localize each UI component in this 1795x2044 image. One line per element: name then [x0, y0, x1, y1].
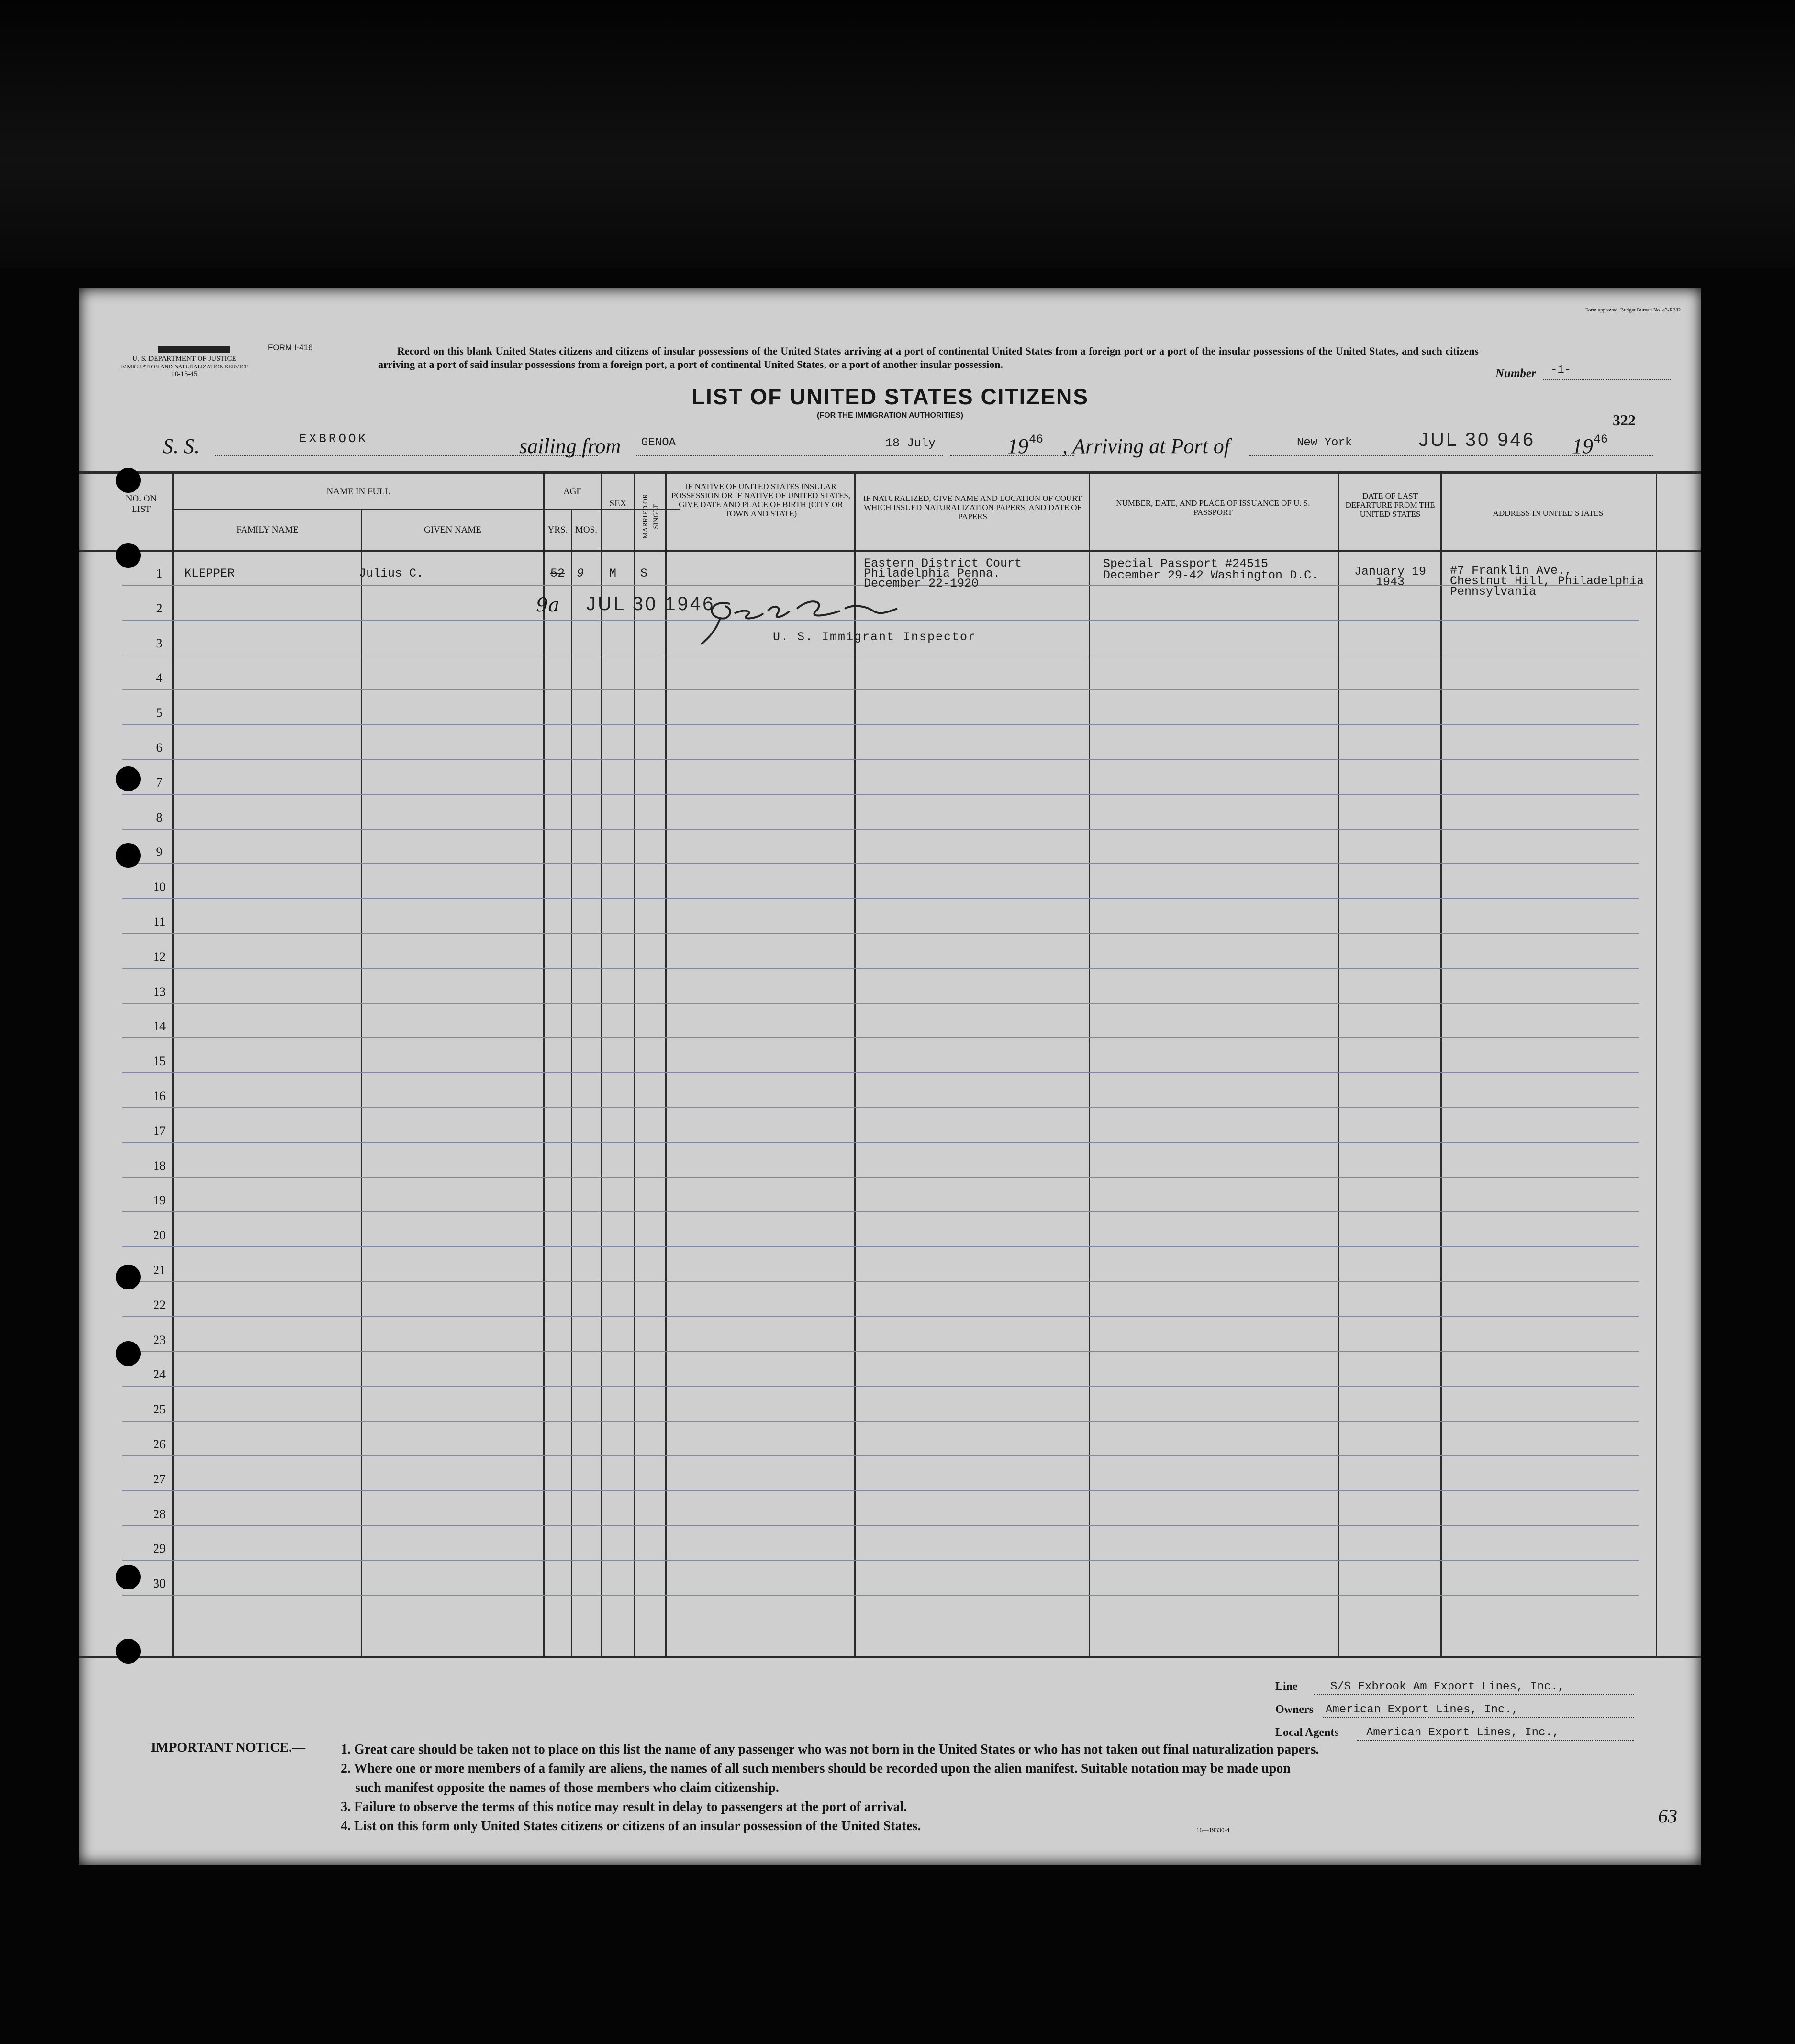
footer-line-label: Line — [1275, 1680, 1298, 1693]
row-rule — [122, 1142, 1639, 1143]
col-header-age: AGE — [563, 487, 582, 497]
row-rule — [122, 933, 1639, 934]
entry-sex: M — [609, 567, 617, 580]
row-rule — [122, 724, 1639, 725]
year-prefix: 19 — [1007, 434, 1028, 458]
row-number: 11 — [153, 915, 166, 929]
punch-hole — [116, 843, 141, 868]
row-rule — [122, 1107, 1639, 1108]
col-rule — [361, 509, 362, 1656]
entry-given-name: Julius C. — [359, 567, 424, 580]
departure-line-2: 1943 — [1375, 575, 1405, 589]
col-header-address: ADDRESS IN UNITED STATES — [1493, 509, 1604, 518]
row-number: 22 — [153, 1298, 166, 1312]
departure-line-1: January 19 — [1354, 565, 1427, 578]
notice-item-2a: 2. Where one or more members of a family are aliens, the names of all such members should be recorded upon the alien manifest. Suitable notation may be made upon — [341, 1761, 1291, 1776]
row-number: 1 — [156, 567, 163, 580]
passport-line-1: Special Passport #24515 — [1103, 557, 1269, 571]
row-number: 25 — [153, 1402, 166, 1417]
notice-item-2b: such manifest opposite the names of those members who claim citizenship. — [355, 1780, 779, 1795]
arriving-label: , Arriving at Port of — [1062, 434, 1230, 458]
row-number: 10 — [153, 880, 166, 894]
court-line-3: December 22-1920 — [864, 577, 979, 590]
notice-item-3: 3. Failure to observe the terms of this notice may result in delay to passengers at the port of arrival. — [341, 1800, 907, 1814]
row-rule — [122, 898, 1639, 899]
col-rule — [1440, 471, 1442, 1656]
row-rule — [122, 1177, 1639, 1178]
name-header-rule — [172, 509, 680, 510]
row-number: 2 — [156, 601, 163, 615]
year-suffix: 46 — [1029, 433, 1044, 446]
row-number: 23 — [153, 1333, 166, 1347]
department-name: U. S. DEPARTMENT OF JUSTICE — [132, 355, 236, 363]
row-rule — [122, 1386, 1639, 1387]
row-rule — [122, 1490, 1639, 1491]
col-header-departure: DATE OF LAST DEPARTURE FROM THE UNITED STATES — [1345, 491, 1435, 519]
footer-owners-label: Owners — [1275, 1703, 1314, 1716]
row-number: 4 — [156, 671, 163, 685]
row-number: 9 — [156, 845, 163, 859]
row-number: 5 — [156, 706, 163, 720]
row-number: 27 — [153, 1472, 166, 1486]
col-header-sex: SEX — [609, 499, 627, 509]
row-rule — [122, 1072, 1639, 1073]
class-mark: 9a — [536, 594, 560, 616]
row-rule — [122, 1595, 1639, 1596]
scan-background-top — [0, 0, 1795, 268]
number-label: Number — [1495, 367, 1536, 380]
row-number: 29 — [153, 1542, 166, 1556]
form-date: 10-15-45 — [171, 370, 198, 378]
notice-item-1: 1. Great care should be taken not to place on this list the name of any passenger who was not born in the United States or who has not taken out final naturalization papers. — [341, 1742, 1319, 1757]
col-rule — [665, 471, 667, 1656]
row-rule — [122, 794, 1639, 795]
row-number: 3 — [156, 636, 163, 650]
port-to: New York — [1297, 436, 1352, 449]
row-number: 7 — [156, 775, 163, 789]
row-rule — [122, 689, 1639, 690]
col-header-marital: MARRIED OR SINGLE — [642, 494, 660, 539]
footer-agents-value: American Export Lines, Inc., — [1366, 1726, 1560, 1739]
col-rule — [634, 471, 635, 1656]
document-sheet — [79, 288, 1701, 1865]
notice-item-4: 4. List on this form only United States citizens or citizens of an insular possession of the United States. — [341, 1819, 921, 1833]
punch-hole — [116, 1341, 141, 1366]
address-line-3: Pennsylvania — [1450, 585, 1537, 599]
entry-address — [1450, 566, 1644, 597]
service-name: IMMIGRATION AND NATURALIZATION SERVICE — [120, 363, 249, 370]
number-line — [1543, 379, 1672, 380]
entry-age-mos: 9 — [577, 567, 584, 580]
row-rule — [122, 759, 1639, 760]
row-number: 16 — [153, 1089, 166, 1103]
col-header-yrs: YRS. — [547, 525, 568, 535]
col-header-given: GIVEN NAME — [424, 525, 481, 535]
notice-list — [341, 1740, 1681, 1836]
footer-line-value: S/S Exbrook Am Export Lines, Inc., — [1330, 1680, 1565, 1693]
col-header-naturalized: IF NATURALIZED, GIVE NAME AND LOCATION OF COURT WHICH ISSUED NATURALIZATION PAPERS, AND DATE OF PAPERS — [863, 494, 1082, 521]
punch-hole — [116, 1565, 141, 1589]
col-rule — [1656, 471, 1657, 1656]
entry-age-yrs: 52 — [550, 567, 565, 580]
row-rule — [122, 1421, 1639, 1422]
ship-name: EXBROOK — [299, 432, 368, 446]
col-header-name: NAME IN FULL — [326, 487, 390, 497]
table-bottom-rule — [79, 1656, 1701, 1658]
col-header-native: IF NATIVE OF UNITED STATES INSULAR POSSESSION OR IF NATIVE OF UNITED STATES, GIVE DATE AND PLACE OF BIRTH (CITY OR TOWN AND STATE) — [671, 482, 851, 518]
entry-family-name: KLEPPER — [184, 567, 235, 580]
row-rule — [122, 1037, 1639, 1038]
punch-hole — [116, 468, 141, 493]
col-header-no: NO. ON LIST — [125, 494, 157, 514]
row-rule — [122, 1560, 1639, 1561]
inspection-stamp: JUL 30 1946 — [586, 593, 715, 614]
punch-hole — [116, 1265, 141, 1289]
sailing-label: sailing from — [519, 434, 621, 458]
page-title: LIST OF UNITED STATES CITIZENS — [691, 384, 1089, 409]
row-number: 17 — [153, 1123, 166, 1138]
redaction-bar — [158, 346, 230, 353]
port-from-line — [636, 455, 943, 456]
row-number: 28 — [153, 1507, 166, 1521]
ss-label: S. S. — [163, 434, 200, 458]
row-rule — [122, 829, 1639, 830]
col-rule — [1338, 471, 1339, 1656]
row-number: 24 — [153, 1367, 166, 1382]
notice-label: IMPORTANT NOTICE.— — [151, 1740, 306, 1755]
row-rule — [122, 1455, 1639, 1456]
entry-marital: S — [640, 567, 648, 580]
footer-line-rule — [1314, 1694, 1634, 1695]
arrival-year-prefix: 19 — [1572, 434, 1593, 458]
row-number: 15 — [153, 1054, 166, 1068]
print-code: 16—19330-4 — [1196, 1826, 1230, 1833]
corner-mark: 63 — [1658, 1805, 1677, 1827]
sailing-date: 18 July — [885, 436, 936, 450]
address-line-2: Chestnut Hill, Philadelphia — [1450, 574, 1644, 588]
agency-block — [108, 355, 261, 378]
col-rule — [854, 471, 856, 1656]
number-value: -1- — [1550, 364, 1572, 377]
row-number: 30 — [153, 1577, 166, 1591]
col-rule — [571, 509, 572, 1656]
col-header-mos: MOS. — [575, 525, 597, 535]
row-number: 21 — [153, 1263, 166, 1277]
row-rule — [122, 1351, 1639, 1352]
row-number: 19 — [153, 1193, 166, 1208]
footer-agents-label: Local Agents — [1275, 1726, 1339, 1739]
row-rule — [122, 1211, 1639, 1212]
entry-court — [864, 558, 1022, 589]
col-header-family: FAMILY NAME — [236, 525, 299, 535]
punch-hole — [116, 1639, 141, 1664]
col-header-passport: NUMBER, DATE, AND PLACE OF ISSUANCE OF U. S. PASSPORT — [1116, 499, 1310, 517]
row-number: 14 — [153, 1019, 166, 1033]
passport-line-2: December 29-42 Washington D.C. — [1103, 568, 1319, 582]
entry-departure — [1347, 567, 1433, 588]
row-rule — [122, 1003, 1639, 1004]
address-line-1: #7 Franklin Ave., — [1450, 564, 1572, 578]
port-from: GENOA — [641, 436, 676, 449]
header-bottom-rule — [79, 550, 1701, 552]
punch-hole — [116, 543, 141, 568]
arrival-year-suffix: 46 — [1594, 433, 1608, 446]
row-number: 13 — [153, 984, 166, 999]
row-rule — [122, 1281, 1639, 1282]
instructions-text: Record on this blank United States citizens and citizens of insular possessions of the United States arriving at a port of continental United States from a foreign port or a port of the insular possessions of the United States, and such citizens arriving at a port of said insular possessions from a foreign port, a port of continental United States, or a port of another insular possession. — [378, 345, 1479, 370]
page-number: 322 — [1613, 411, 1636, 429]
page-subtitle: (FOR THE IMMIGRATION AUTHORITIES) — [817, 411, 963, 420]
row-rule — [122, 1246, 1639, 1247]
arrival-date-stamp: JUL 30 946 — [1419, 429, 1536, 450]
footer-owners-rule — [1323, 1717, 1634, 1718]
col-rule — [543, 471, 545, 1656]
col-rule — [1089, 471, 1090, 1656]
row-number: 26 — [153, 1437, 166, 1451]
form-label: FORM I-416 — [268, 343, 313, 352]
row-rule — [122, 1316, 1639, 1317]
table-top-rule — [79, 471, 1701, 474]
row-number: 6 — [156, 741, 163, 755]
row-rule — [122, 863, 1639, 864]
row-number: 8 — [156, 810, 163, 824]
inspector-title: U. S. Immigrant Inspector — [773, 630, 977, 644]
col-rule — [601, 471, 602, 1656]
court-line-1: Eastern District Court — [864, 556, 1022, 570]
row-rule — [122, 1525, 1639, 1526]
budget-note: Form approved. Budget Bureau No. 43-R282. — [1585, 307, 1682, 313]
row-number: 12 — [153, 949, 166, 964]
row-number: 18 — [153, 1158, 166, 1173]
row-rule — [122, 968, 1639, 969]
court-line-2: Philadelphia Penna. — [864, 567, 1001, 580]
entry-passport — [1103, 558, 1318, 581]
punch-hole — [116, 766, 141, 791]
row-number: 20 — [153, 1228, 166, 1243]
footer-owners-value: American Export Lines, Inc., — [1326, 1703, 1519, 1716]
